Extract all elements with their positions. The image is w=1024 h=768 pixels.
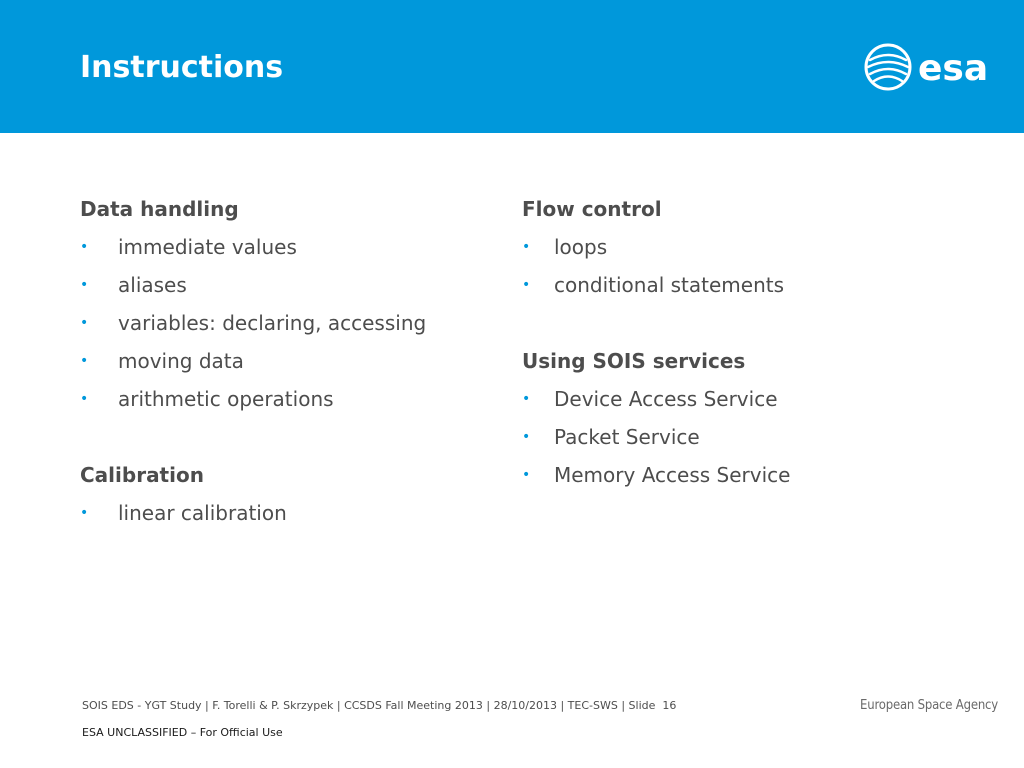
- section-heading: Using SOIS services: [522, 349, 746, 373]
- right-column: [522, 190, 972, 532]
- list-item: [80, 228, 500, 266]
- esa-logo-icon: [862, 40, 1002, 94]
- list-item-text: arithmetic operations: [118, 387, 334, 411]
- list-item: [522, 380, 972, 418]
- slide-title: Instructions: [80, 50, 284, 85]
- section-heading: Data handling: [80, 197, 239, 221]
- section-calibration: [80, 456, 500, 532]
- bullet-icon: •: [80, 315, 89, 331]
- bullet-icon: •: [522, 239, 531, 255]
- bullet-list: [522, 380, 972, 494]
- bullet-icon: •: [80, 239, 89, 255]
- left-column: [80, 190, 500, 570]
- bullet-icon: •: [80, 505, 89, 521]
- bullet-list: [80, 228, 500, 418]
- section-data-handling: [80, 190, 500, 418]
- list-item: [80, 266, 500, 304]
- bullet-icon: •: [80, 277, 89, 293]
- list-item-text: Packet Service: [554, 425, 700, 449]
- classification-label: ESA UNCLASSIFIED – For Official Use: [82, 726, 283, 739]
- bullet-icon: •: [522, 391, 531, 407]
- list-item-text: Memory Access Service: [554, 463, 791, 487]
- footer-info: SOIS EDS - YGT Study | F. Torelli & P. Skrzypek | CCSDS Fall Meeting 2013 | 28/10/2013 | TEC-SWS | Slide: [82, 699, 656, 712]
- bullet-icon: •: [522, 277, 531, 293]
- list-item-text: linear calibration: [118, 501, 287, 525]
- list-item-text: aliases: [118, 273, 187, 297]
- list-item: [80, 380, 500, 418]
- list-item: [522, 228, 972, 266]
- list-item-text: immediate values: [118, 235, 297, 259]
- list-item: [522, 456, 972, 494]
- logo-text: esa: [918, 48, 989, 89]
- footer-text: [82, 699, 676, 712]
- section-heading: Calibration: [80, 463, 204, 487]
- agency-name: European Space Agency: [860, 698, 998, 713]
- section-sois-services: [522, 342, 972, 494]
- bullet-icon: •: [522, 467, 531, 483]
- list-item-text: conditional statements: [554, 273, 785, 297]
- list-item: [80, 342, 500, 380]
- section-flow-control: [522, 190, 972, 304]
- bullet-icon: •: [522, 429, 531, 445]
- list-item-text: Device Access Service: [554, 387, 778, 411]
- bullet-icon: •: [80, 353, 89, 369]
- bullet-icon: •: [80, 391, 89, 407]
- list-item: [80, 304, 500, 342]
- bullet-list: [522, 228, 972, 304]
- list-item: [80, 494, 500, 532]
- list-item-text: moving data: [118, 349, 244, 373]
- section-heading: Flow control: [522, 197, 662, 221]
- slide-number: 16: [662, 699, 677, 712]
- bullet-list: [80, 494, 500, 532]
- list-item: [522, 418, 972, 456]
- list-item: [522, 266, 972, 304]
- header-bar: [0, 0, 1024, 133]
- list-item-text: loops: [554, 235, 608, 259]
- list-item-text: variables: declaring, accessing: [118, 311, 427, 335]
